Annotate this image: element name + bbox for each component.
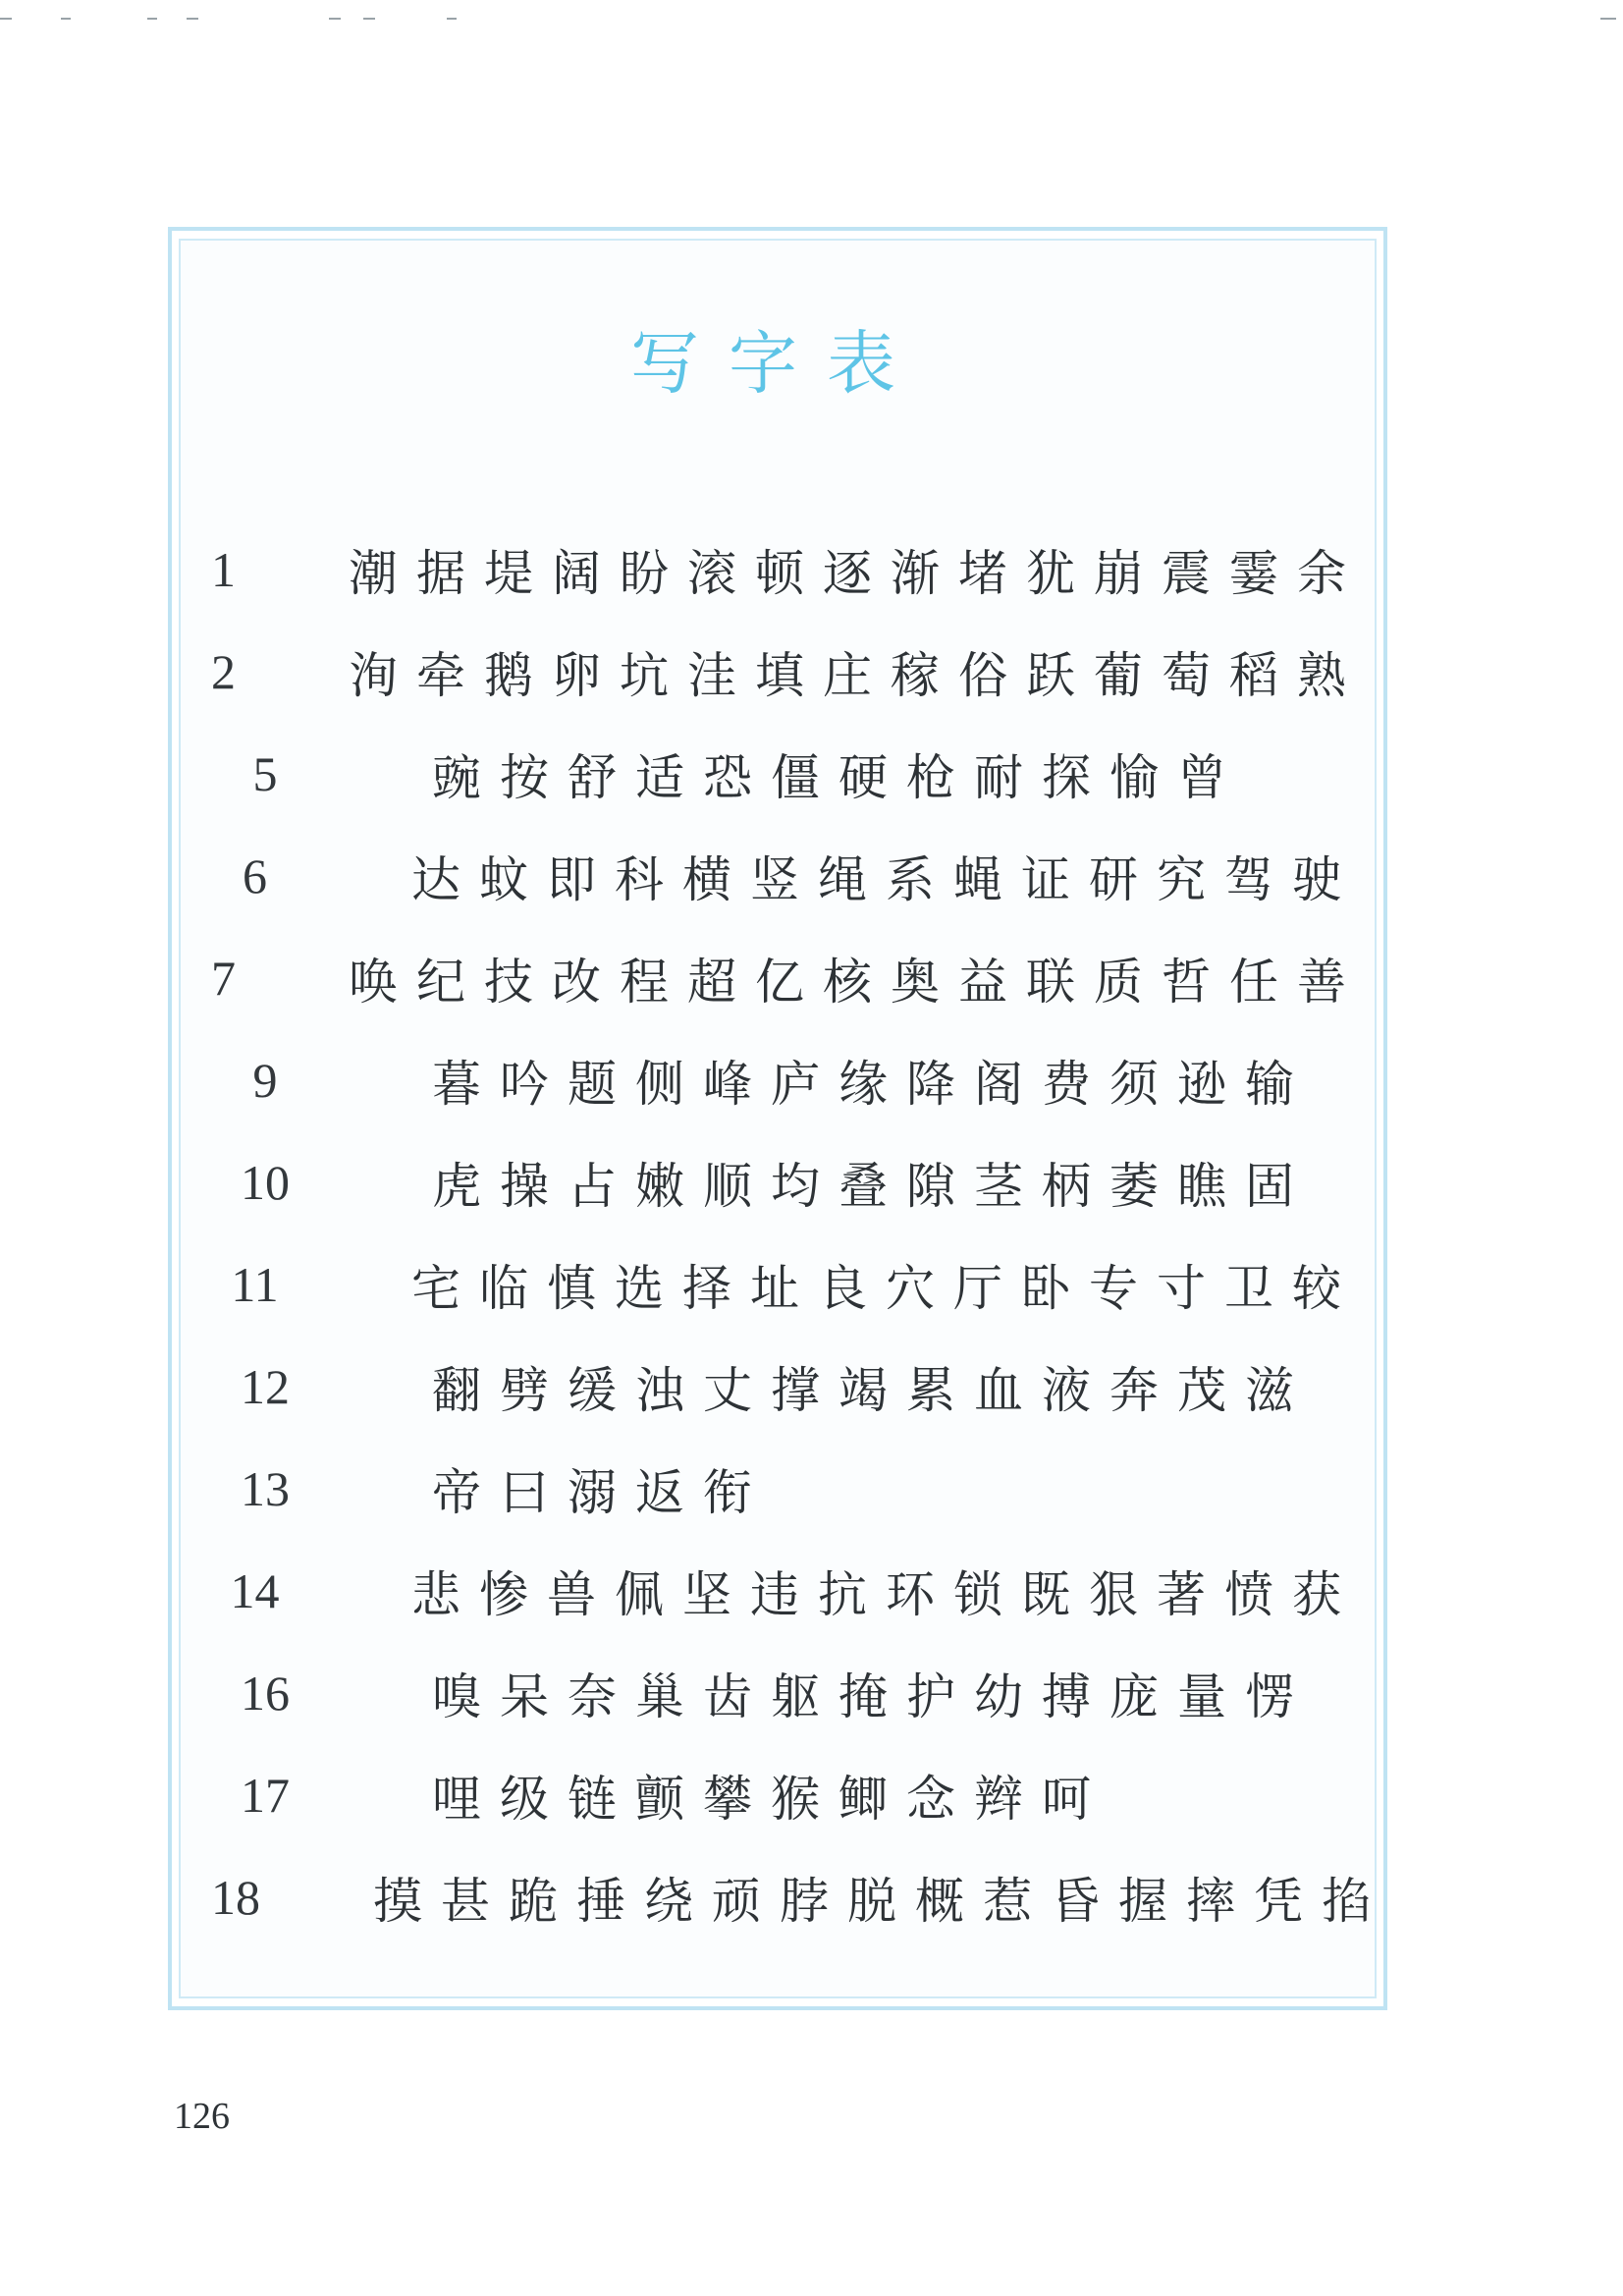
table-row bbox=[211, 1233, 1360, 1336]
table-row bbox=[211, 1846, 1389, 1948]
lesson-number: 10 bbox=[241, 1155, 290, 1210]
lesson-number: 6 bbox=[243, 848, 267, 903]
page-number: 126 bbox=[174, 2096, 230, 2137]
lesson-characters: 翻劈缓浊丈撑竭累血液奔茂滋 bbox=[432, 1362, 1313, 1419]
lesson-number: 7 bbox=[211, 951, 236, 1006]
lesson-characters: 虎操占嫩顺均叠隙茎柄萎瞧固 bbox=[432, 1158, 1313, 1215]
table-row bbox=[211, 1744, 1360, 1846]
lesson-characters: 达蚊即科横竖绳系蝇证研究驾驶 bbox=[411, 851, 1360, 908]
table-row bbox=[211, 1540, 1360, 1642]
lesson-number: 17 bbox=[241, 1768, 290, 1823]
table-row bbox=[211, 1336, 1360, 1438]
lesson-number: 16 bbox=[241, 1666, 290, 1721]
scan-edge-marks bbox=[0, 18, 1623, 27]
table-row bbox=[211, 723, 1360, 825]
lesson-characters: 暮吟题侧峰庐缘降阁费须逊输 bbox=[432, 1056, 1313, 1113]
lesson-characters: 潮据堤阔盼滚顿逐渐堵犹崩震霎余 bbox=[349, 545, 1365, 602]
table-row bbox=[211, 519, 1365, 621]
lesson-number: 1 bbox=[211, 542, 236, 597]
lesson-characters: 哩级链颤攀猴鲫念辫呵 bbox=[432, 1771, 1109, 1828]
lesson-characters: 洵牵鹅卵坑洼填庄稼俗跃葡萄稻熟 bbox=[349, 647, 1365, 704]
table-row bbox=[211, 1029, 1360, 1131]
lesson-number: 18 bbox=[211, 1870, 260, 1925]
lesson-characters: 帝曰溺返衔 bbox=[432, 1464, 771, 1521]
lesson-number: 11 bbox=[231, 1257, 279, 1312]
lesson-number: 5 bbox=[252, 746, 278, 801]
table-row bbox=[211, 1642, 1360, 1744]
lesson-number: 9 bbox=[252, 1053, 278, 1108]
table-row bbox=[211, 1131, 1360, 1233]
lesson-number: 12 bbox=[241, 1359, 290, 1414]
page-title: 写字表 bbox=[630, 323, 925, 404]
lesson-characters: 唤纪技改程超亿核奥益联质哲任善 bbox=[349, 954, 1365, 1011]
table-row bbox=[211, 927, 1365, 1029]
lesson-number: 2 bbox=[211, 644, 236, 699]
table-row bbox=[211, 1438, 1360, 1540]
lesson-characters: 豌按舒适恐僵硬枪耐探愉曾 bbox=[432, 749, 1245, 806]
lesson-characters: 摸甚跪捶绕顽脖脱概惹昏握摔凭掐 bbox=[373, 1873, 1389, 1930]
lesson-number: 14 bbox=[230, 1563, 280, 1618]
lesson-characters: 嗅呆奈巢齿躯掩护幼搏庞量愣 bbox=[432, 1668, 1313, 1725]
lesson-number: 13 bbox=[241, 1461, 290, 1516]
table-row bbox=[211, 825, 1360, 927]
lesson-characters: 悲惨兽佩坚违抗环锁既狠著愤获 bbox=[411, 1566, 1360, 1623]
lesson-characters: 宅临慎选择址良穴厅卧专寸卫较 bbox=[411, 1260, 1360, 1317]
table-row bbox=[211, 621, 1365, 723]
character-table bbox=[211, 519, 1389, 1948]
